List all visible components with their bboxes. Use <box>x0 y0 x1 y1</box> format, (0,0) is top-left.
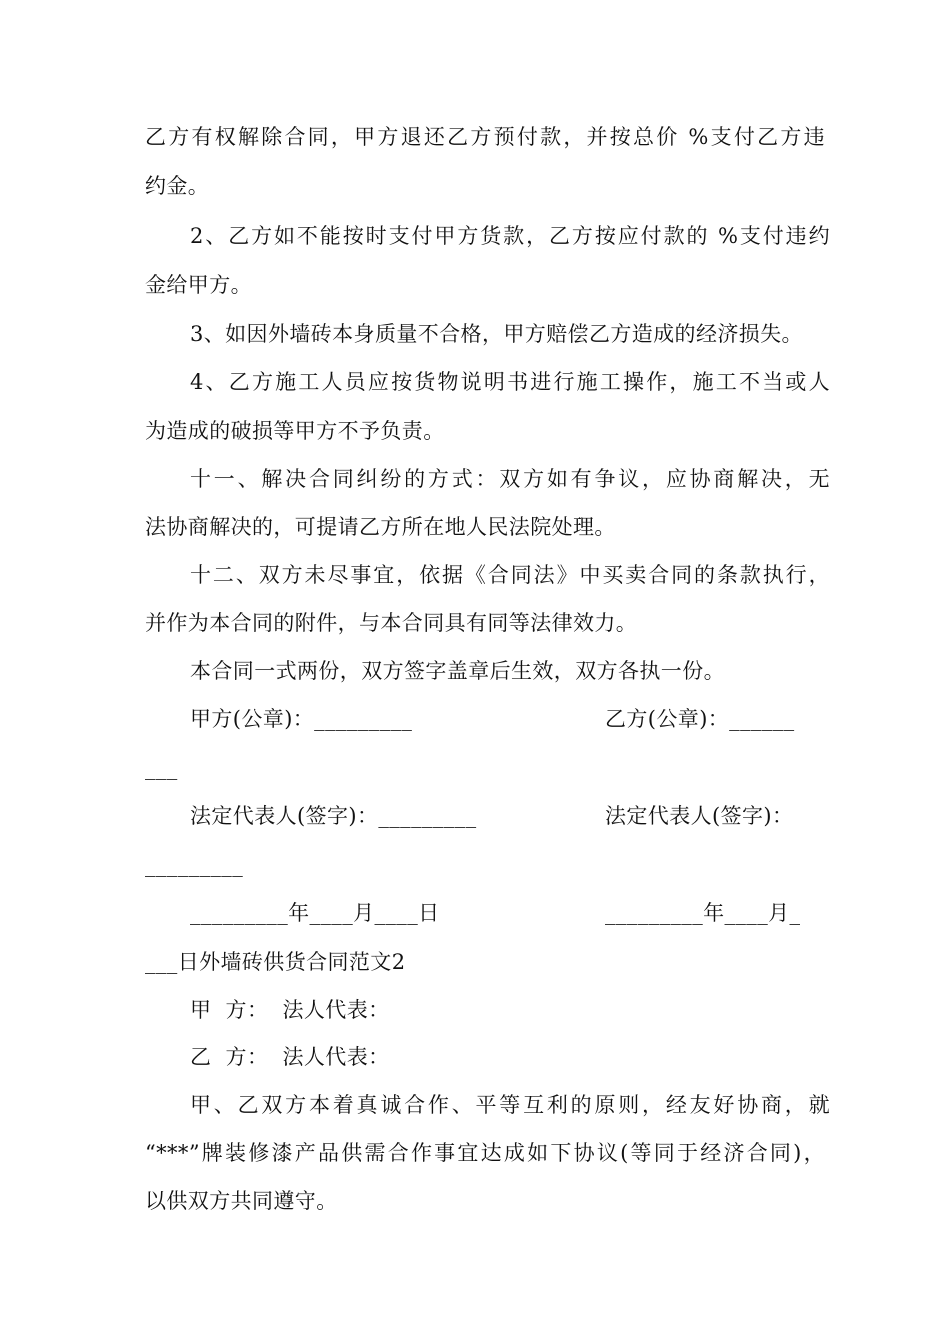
paragraph-line: 3、如因外墙砖本身质量不合格，甲方赔偿乙方造成的经济损失。 <box>190 322 803 346</box>
paragraph-line: 4、乙方施工人员应按货物说明书进行施工操作，施工不当或人 <box>190 370 830 394</box>
party-b-line: 乙 方： 法人代表： <box>190 1045 390 1069</box>
party-b-representative-continuation: _________ <box>145 853 244 877</box>
paragraph-line: 十二、双方未尽事宜，依据《合同法》中买卖合同的条款执行， <box>190 563 830 587</box>
party-b-seal-field: 乙方(公章)：______ <box>605 707 795 731</box>
party-b-date-field: _________年____月_ <box>605 901 801 925</box>
paragraph-line: 以供双方共同遵守。 <box>145 1189 338 1213</box>
paragraph-line: 2、乙方如不能按时支付甲方货款，乙方按应付款的 %支付违约 <box>190 224 830 248</box>
paragraph-line: “***”牌装修漆产品供需合作事宜达成如下协议(等同于经济合同)， <box>145 1141 825 1165</box>
party-b-seal-continuation: ___ <box>145 756 178 780</box>
paragraph-line: 甲、乙双方本着真诚合作、平等互利的原则，经友好协商，就 <box>190 1093 830 1117</box>
party-a-line: 甲 方： 法人代表： <box>190 998 390 1022</box>
paragraph-line: 法协商解决的，可提请乙方所在地人民法院处理。 <box>145 515 616 539</box>
paragraph-line: 金给甲方。 <box>145 273 252 297</box>
paragraph-line: 十一、解决合同纠纷的方式：双方如有争议，应协商解决，无 <box>190 467 830 491</box>
paragraph-line: 约金。 <box>145 174 210 198</box>
paragraph-line: 为造成的破损等甲方不予负责。 <box>145 419 445 443</box>
party-a-date-field: _________年____月____日 <box>190 901 440 925</box>
section-title-line: ___日外墙砖供货合同范文2 <box>145 950 406 974</box>
party-b-representative-field: 法定代表人(签字)： <box>605 804 794 828</box>
party-a-representative-field: 法定代表人(签字)：_________ <box>190 804 477 828</box>
party-a-seal-field: 甲方(公章)：_________ <box>190 707 413 731</box>
paragraph-line: 乙方有权解除合同，甲方退还乙方预付款，并按总价 %支付乙方违 <box>145 125 825 149</box>
paragraph-line: 本合同一式两份，双方签字盖章后生效，双方各执一份。 <box>190 659 725 683</box>
paragraph-line: 并作为本合同的附件，与本合同具有同等法律效力。 <box>145 611 638 635</box>
